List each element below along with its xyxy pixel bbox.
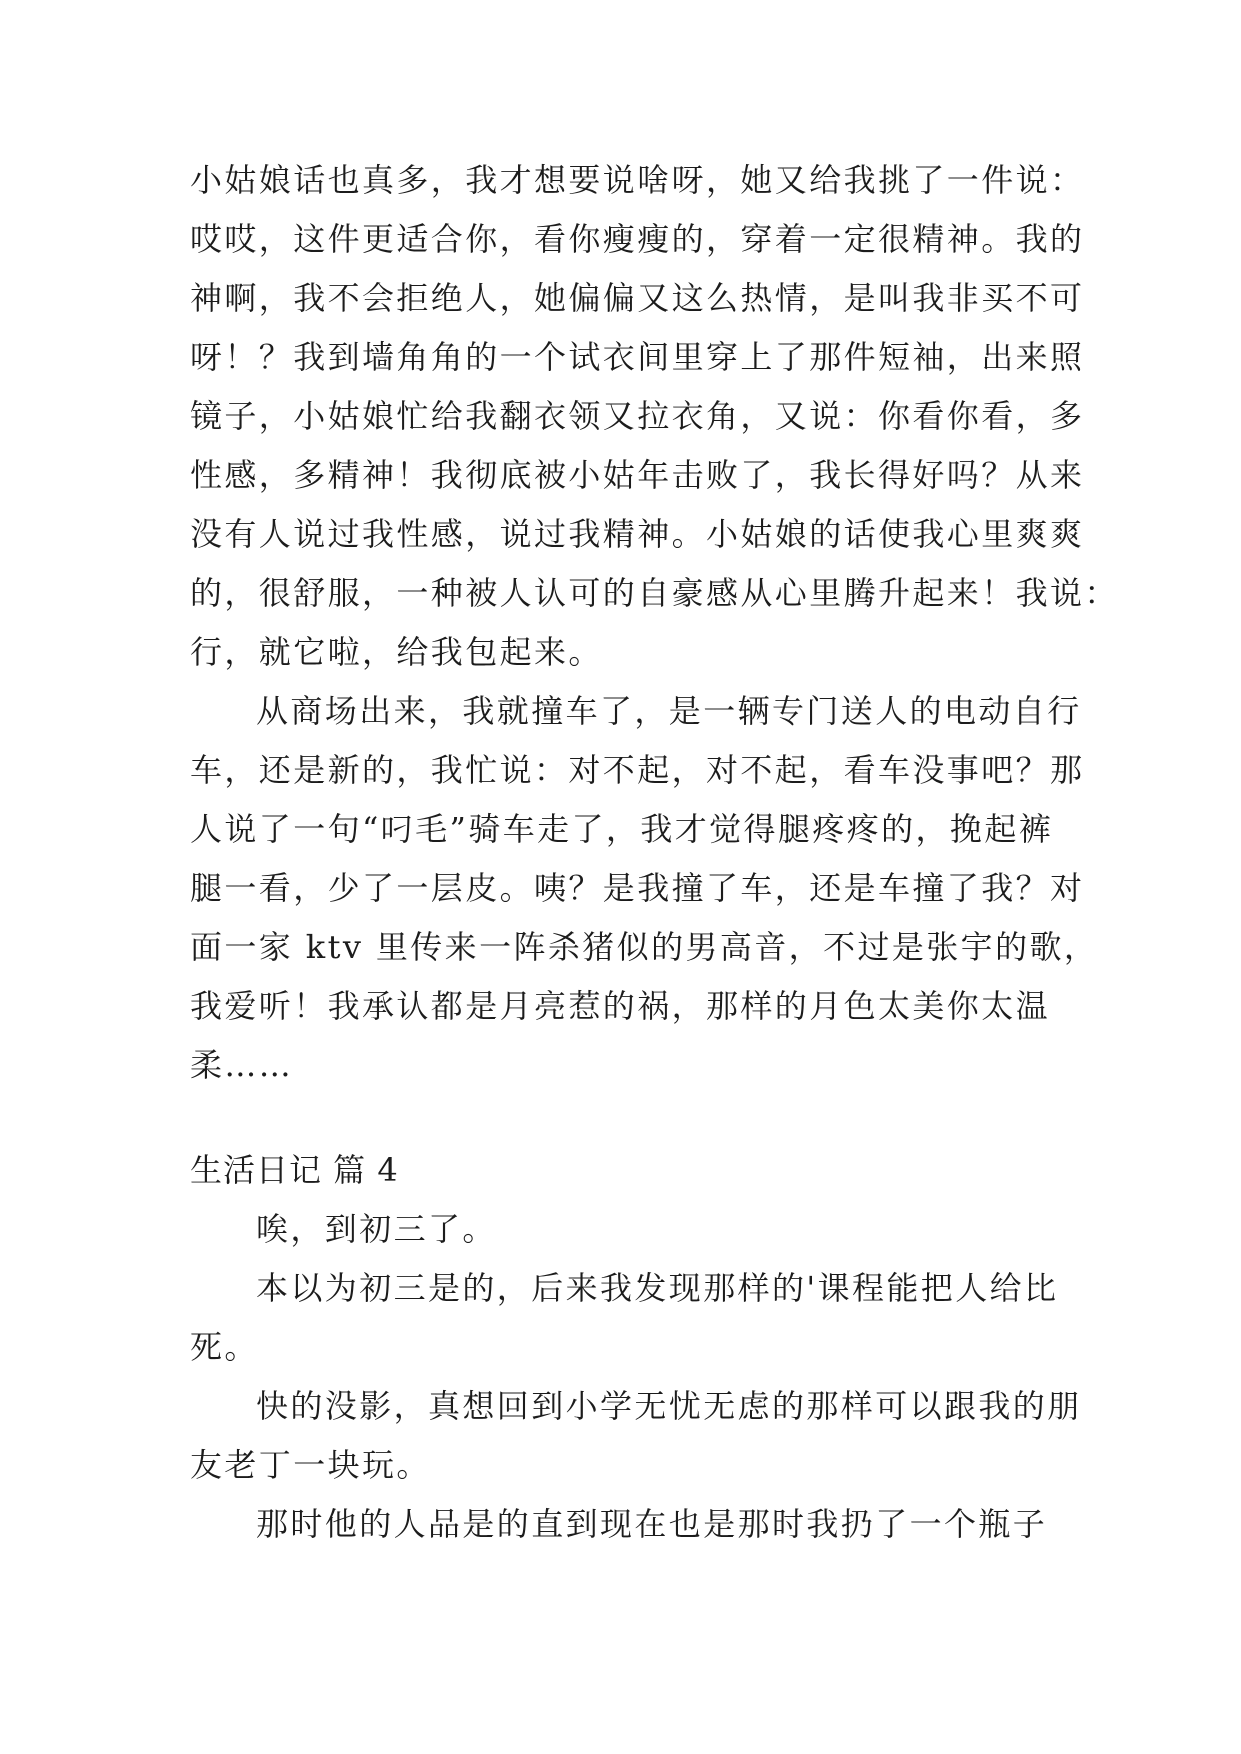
paragraph-line: 人说了一句“叼毛”骑车走了，我才觉得腿疼疼的，挽起裤: [190, 810, 1054, 848]
paragraph-line: 友老丁一块玩。: [190, 1446, 431, 1484]
section-heading: 生活日记 篇 4: [190, 1151, 399, 1189]
paragraph-line: 车，还是新的，我忙说：对不起，对不起，看车没事吧？那: [190, 751, 1085, 789]
paragraph-line: 小姑娘话也真多，我才想要说啥呀，她又给我挑了一件说：: [190, 161, 1085, 199]
paragraph-line: 本以为初三是的，后来我发现那样的'课程能把人给比: [256, 1269, 1059, 1307]
paragraph-line: 从商场出来，我就撞车了，是一辆专门送人的电动自行: [256, 692, 1082, 730]
paragraph-line: 面一家 ktv 里传来一阵杀猪似的男高音，不过是张宇的歌，: [190, 928, 1099, 966]
paragraph-line: 哎哎，这件更适合你，看你瘦瘦的，穿着一定很精神。我的: [190, 220, 1085, 258]
paragraph-line: 我爱听！我承认都是月亮惹的祸，那样的月色太美你太温: [190, 987, 1051, 1025]
paragraph-line: 死。: [190, 1328, 259, 1366]
paragraph-line: 唉，到初三了。: [256, 1210, 497, 1248]
paragraph-line: 镜子，小姑娘忙给我翻衣领又拉衣角，又说：你看你看，多: [190, 397, 1085, 435]
paragraph-line: 柔……: [190, 1046, 294, 1084]
paragraph-line: 没有人说过我性感，说过我精神。小姑娘的话使我心里爽爽: [190, 515, 1085, 553]
paragraph-line: 腿一看，少了一层皮。咦？是我撞了车，还是车撞了我？对: [190, 869, 1085, 907]
paragraph-line: 的，很舒服，一种被人认可的自豪感从心里腾升起来！我说：: [190, 574, 1119, 612]
paragraph-line: 呀！？我到墙角角的一个试衣间里穿上了那件短袖，出来照: [190, 338, 1085, 376]
paragraph-line: 行，就它啦，给我包起来。: [190, 633, 603, 671]
paragraph-line: 神啊，我不会拒绝人，她偏偏又这么热情，是叫我非买不可: [190, 279, 1085, 317]
paragraph-line: 快的没影，真想回到小学无忧无虑的那样可以跟我的朋: [256, 1387, 1082, 1425]
paragraph-line: 性感，多精神！我彻底被小姑年击败了，我长得好吗？从来: [190, 456, 1085, 494]
paragraph-line: 那时他的人品是的直到现在也是那时我扔了一个瓶子: [256, 1505, 1048, 1543]
